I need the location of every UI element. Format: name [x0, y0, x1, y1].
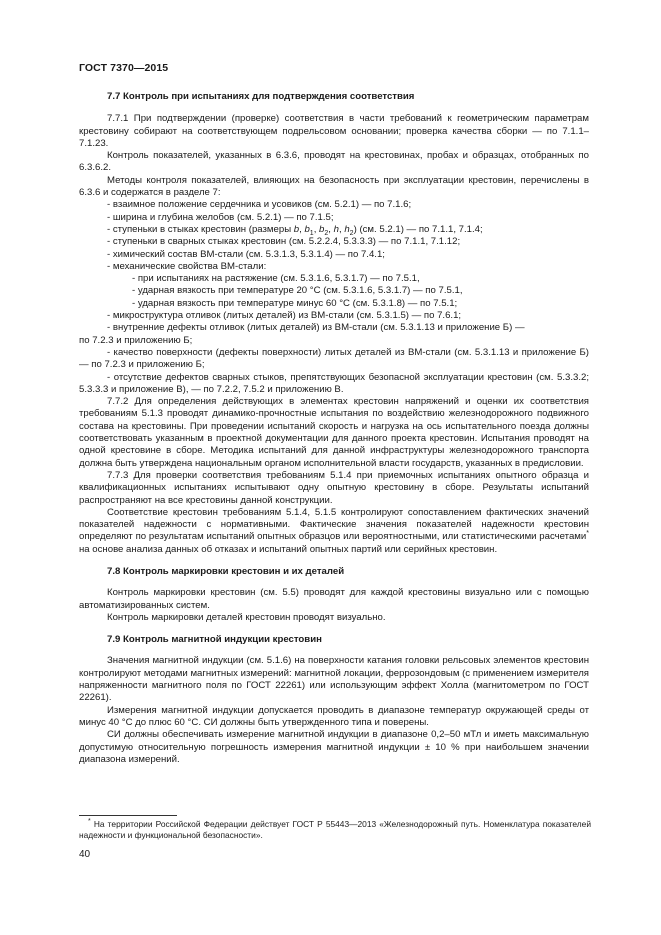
paragraph-magnetic-methods: Значения магнитной индукции (см. 5.1.6) на поверхности катания головки рельсовых элементов крестовин контролируют методами магнитных измерений: магнитной локации, феррозондовым (с применением измерителя напряженности магнитного поля по ГОСТ 22261) или использующим эффект Холла (магнитометром по ГОСТ 22261).: [79, 655, 589, 704]
footnote-marker: *: [586, 530, 589, 538]
running-header: ГОСТ 7370—2015: [79, 62, 169, 74]
footnote: * На территории Российской Федерации действует ГОСТ Р 55443—2013 «Железнодорожный путь. Номенклатура показателей надежности и функциональной безопасности».: [79, 818, 591, 840]
page-number: 40: [79, 849, 91, 860]
paragraph-methods: Методы контроля показателей, влияющих на безопасность при эксплуатации крестовин, перечислены в 6.3.6 и содержатся в разделе 7:: [79, 174, 589, 199]
paragraph-7-7-1: 7.7.1 При подтверждении (проверке) соответствия в части требований к геометрическим параметрам крестовину собирают на соответствующем подрельсовом основании; проверка качества сборки — по 7.1.1–7.1.23.: [79, 113, 589, 149]
sub-list-item: - ударная вязкость при температуре минус 60 °С (см. 5.3.1.8) — по 7.5.1;: [132, 297, 458, 309]
list-item: - микроструктура отливок (литых деталей) из ВМ-стали (см. 5.3.1.5) — по 7.6.1;: [107, 310, 462, 322]
list-item-steps: - ступеньки в стыках крестовин (размеры b, $b_1$, $b_2$, h, $h_2$) (см. 5.2.1) — по 7.1.1, 7.1.4;: [107, 223, 483, 237]
section-7-9-title: 7.9 Контроль магнитной индукции крестовин: [107, 634, 322, 646]
footnote-divider: [79, 815, 177, 816]
list-item: - механические свойства ВМ-стали:: [107, 260, 267, 272]
list-item: - химический состав ВМ-стали (см. 5.3.1.3, 5.3.1.4) — по 7.4.1;: [107, 248, 385, 260]
list-item: - ступеньки в сварных стыках крестовин (см. 5.2.2.4, 5.3.3.3) — по 7.1.1, 7.1.12;: [107, 236, 461, 248]
list-item: - ширина и глубина желобов (см. 5.2.1) — по 7.1.5;: [107, 211, 334, 223]
sub-list-item: - при испытаниях на растяжение (см. 5.3.1.6, 5.3.1.7) — по 7.5.1,: [132, 273, 420, 285]
paragraph-7-7-2: 7.7.2 Для определения действующих в элементах крестовин напряжений и оценки их соответствия требованиям 5.1.3 проводят динамико-прочностные испытания по воздействию железнодорожного подвижного состава на крестовины. При проведении испытаний скорость и нагрузка на ось испытательного поезда должны соответствовать указанным в проектной документации для данного проекта крестовин. Испытания проводят на одной крестовине в сборе. Методика испытаний для данной инфраструктуры железнодорожного транспорта должна быть утверждена национальным органом исполнительной власти государств, указанных в предисловии.: [79, 396, 589, 469]
list-item: - внутренние дефекты отливок (литых деталей) из ВМ-стали (см. 5.3.1.13 и приложение Б) —: [107, 322, 525, 334]
paragraph-range: СИ должны обеспечивать измерение магнитной индукции в диапазоне 0,2–50 мТл и иметь максимальную допустимую относительную погрешность измерения магнитной индукции ± 10 % при наибольшем значении диапазона измерений.: [79, 729, 589, 765]
list-item: - отсутствие дефектов сварных стыков, препятствующих безопасной эксплуатации крестовин (см. 5.3.3.2; 5.3.3.3 и приложение В), — по 7.2.2, 7.5.2 и приложению В.: [79, 371, 589, 395]
list-item: - качество поверхности (дефекты поверхности) литых деталей из ВМ-стали (см. 5.3.1.13 и приложение Б) — по 7.2.3 и приложению Б;: [79, 346, 589, 371]
paragraph-7-7-3: 7.7.3 Для проверки соответствия требованиям 5.1.4 при приемочных испытаниях опытного образца и квалификационных испытаниях испытывают одну опытную крестовину в сборе. Результаты испытаний распространяют на все крестовины данной конструкции.: [79, 469, 589, 506]
paragraph-marking: Контроль маркировки крестовин (см. 5.5) проводят для каждой крестовины визуально или с помощью автоматизированных систем.: [79, 587, 589, 611]
sub-list-item: - ударная вязкость при температуре 20 °С (см. 5.3.1.6, 5.3.1.7) — по 7.5.1,: [132, 285, 463, 297]
paragraph-parts-marking: Контроль маркировки деталей крестовин проводят визуально.: [107, 611, 386, 623]
list-item-continuation: по 7.2.3 и приложению Б;: [79, 334, 193, 346]
paragraph-indicators: Контроль показателей, указанных в 6.3.6, проводят на крестовинах, пробах и образцах, отобранных по 6.3.6.2.: [79, 150, 589, 174]
section-7-8-title: 7.8 Контроль маркировки крестовин и их деталей: [107, 565, 345, 577]
paragraph-reliability: Соответствие крестовин требованиям 5.1.4, 5.1.5 контролируют сопоставлением фактических значений показателей надежности с нормативными. Фактические значения показателей надежности крестовин определяют по результатам испытаний опытных образцов или вероятностными, или статистическими расчетами* на основе анализа данных об отказах и испытаний опытных партий или серийных крестовин.: [79, 506, 589, 555]
paragraph-temperature: Измерения магнитной индукции допускается проводить в диапазоне температур окружающей среды от минус 40 °С до плюс 60 °С. СИ должны быть утвержденного типа и поверены.: [79, 704, 589, 728]
footnote-star: *: [88, 818, 91, 826]
page-body: [79, 91, 589, 766]
list-item: - взаимное положение сердечника и усовиков (см. 5.2.1) — по 7.1.6;: [107, 199, 412, 211]
section-7-7-title: 7.7 Контроль при испытаниях для подтверждения соответствия: [107, 91, 415, 102]
